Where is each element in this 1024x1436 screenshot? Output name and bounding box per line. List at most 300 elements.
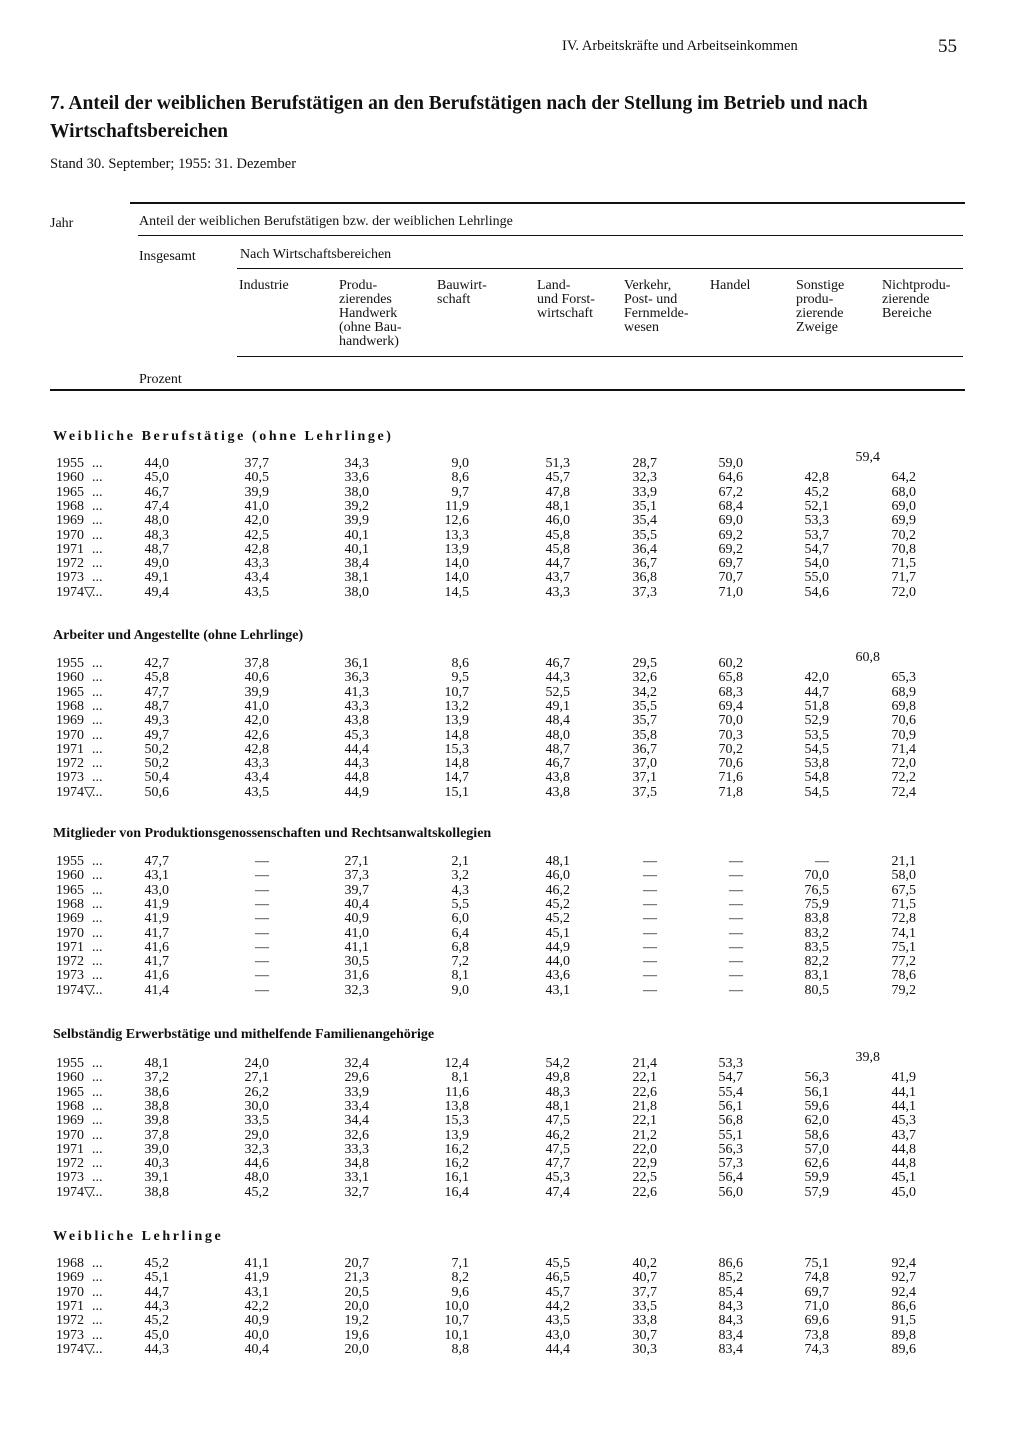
cell-nichtproduzierende: 45,3 (891, 1113, 916, 1129)
cell-handel: 54,7 (718, 1070, 743, 1086)
table-row (0, 927, 1024, 941)
row-leader-dots: ... (92, 1184, 103, 1200)
cell-insgesamt: 37,2 (144, 1070, 169, 1086)
cell-industrie: 43,3 (244, 756, 269, 772)
cell-industrie: — (255, 896, 269, 912)
table-row (0, 771, 1024, 785)
cell-handel: — (729, 854, 743, 869)
cell-nichtproduzierende: 71,5 (891, 556, 916, 572)
cell-verkehr: 36,4 (632, 541, 657, 557)
table-row (0, 1171, 1024, 1185)
cell-verkehr: 21,4 (632, 1056, 657, 1071)
cell-sonstige: 82,2 (804, 954, 829, 970)
cell-bauwirtschaft: 6,4 (451, 925, 469, 941)
row-leader-dots: ... (92, 484, 103, 500)
cell-industrie: 42,0 (244, 513, 269, 529)
cell-verkehr: 29,5 (632, 656, 657, 671)
cell-industrie: 42,0 (244, 713, 269, 729)
cell-verkehr: 37,1 (632, 770, 657, 786)
col-header-bauwirtschaft: Bauwirt- schaft (437, 278, 487, 307)
cell-verkehr: 37,7 (632, 1284, 657, 1300)
cell-bauwirtschaft: 15,3 (444, 1113, 469, 1129)
cell-handel: 70,2 (718, 741, 743, 757)
cell-sonstige: 54,8 (804, 770, 829, 786)
cell-handel: — (729, 896, 743, 912)
cell-handel: 70,7 (718, 570, 743, 586)
cell-insgesamt: 48,7 (144, 541, 169, 557)
cell-handwerk: 20,5 (344, 1284, 369, 1300)
cell-insgesamt: 38,6 (144, 1084, 169, 1100)
cell-verkehr: 37,5 (632, 784, 657, 800)
cell-insgesamt: 45,2 (144, 1313, 169, 1329)
table-row (0, 786, 1024, 800)
cell-bauwirtschaft: 3,2 (451, 868, 469, 884)
cell-industrie: 41,1 (244, 1256, 269, 1271)
cell-handel: — (729, 939, 743, 955)
row-year: 1969 (56, 1270, 84, 1286)
row-year: 1968 (56, 498, 84, 514)
cell-bauwirtschaft: 6,8 (451, 939, 469, 955)
table-row (0, 571, 1024, 585)
cell-bauwirtschaft: 14,7 (444, 770, 469, 786)
table-row (0, 686, 1024, 700)
cell-sonstige: 54,0 (804, 556, 829, 572)
cell-nichtproduzierende: 71,5 (891, 896, 916, 912)
cell-handwerk: 19,2 (344, 1313, 369, 1329)
row-year: 1955 (56, 854, 84, 869)
cell-insgesamt: 41,7 (144, 925, 169, 941)
cell-handwerk: 33,1 (344, 1170, 369, 1186)
cell-handwerk: 20,7 (344, 1256, 369, 1271)
cell-handwerk: 44,8 (344, 770, 369, 786)
cell-handel: — (729, 982, 743, 998)
cell-land-forst: 44,0 (545, 954, 570, 970)
cell-insgesamt: 37,8 (144, 1127, 169, 1143)
row-leader-dots: ... (92, 498, 103, 514)
cell-bauwirtschaft: 7,1 (451, 1256, 469, 1271)
cell-land-forst: 45,8 (545, 541, 570, 557)
cell-verkehr: 35,8 (632, 727, 657, 743)
table-row (0, 486, 1024, 500)
cell-industrie: 24,0 (244, 1056, 269, 1071)
cell-land-forst: 45,5 (545, 1256, 570, 1271)
cell-land-forst: 47,4 (545, 1184, 570, 1200)
cell-verkehr: 32,6 (632, 670, 657, 686)
cell-industrie: 42,8 (244, 741, 269, 757)
row-year: 1971 (56, 741, 84, 757)
cell-land-forst: 48,1 (545, 854, 570, 869)
header-rule-bottom (50, 389, 965, 391)
table-row (0, 912, 1024, 926)
cell-sonstige: 44,7 (804, 684, 829, 700)
cell-bauwirtschaft: 7,2 (451, 954, 469, 970)
page-number: 55 (938, 36, 957, 57)
cell-insgesamt: 43,1 (144, 868, 169, 884)
cell-industrie: 37,8 (244, 656, 269, 671)
cell-land-forst: 43,8 (545, 784, 570, 800)
cell-sonstige: 54,6 (804, 584, 829, 600)
row-leader-dots: ... (92, 1341, 103, 1357)
row-year: 1960 (56, 868, 84, 884)
table-row (0, 586, 1024, 600)
cell-handel: — (729, 925, 743, 941)
cell-insgesamt: 41,6 (144, 939, 169, 955)
row-leader-dots: ... (92, 1256, 103, 1271)
row-year: 1970 (56, 1284, 84, 1300)
cell-industrie: 48,0 (244, 1170, 269, 1186)
cell-handel: 83,4 (718, 1327, 743, 1343)
cell-industrie: 40,4 (244, 1341, 269, 1357)
cell-insgesamt: 47,4 (144, 498, 169, 514)
cell-insgesamt: 48,0 (144, 513, 169, 529)
cell-handwerk: 44,4 (344, 741, 369, 757)
cell-industrie: 43,5 (244, 584, 269, 600)
cell-sonstige: 56,1 (804, 1084, 829, 1100)
cell-handwerk: 27,1 (344, 854, 369, 869)
table-row (0, 1086, 1024, 1100)
row-leader-dots: ... (92, 854, 103, 869)
table-row (0, 714, 1024, 728)
cell-handel: 84,3 (718, 1298, 743, 1314)
cell-insgesamt: 50,4 (144, 770, 169, 786)
cell-industrie: 26,2 (244, 1084, 269, 1100)
cell-insgesamt: 47,7 (144, 854, 169, 869)
cell-verkehr: 36,8 (632, 570, 657, 586)
cell-insgesamt: 44,7 (144, 1284, 169, 1300)
cell-sonstige: 59,6 (804, 1098, 829, 1114)
cell-handel: 56,0 (718, 1184, 743, 1200)
cell-handel: 70,6 (718, 756, 743, 772)
cell-handwerk: 33,3 (344, 1141, 369, 1157)
table-title: 7. Anteil der weiblichen Berufstätigen an den Berufstätigen nach der Stellung im Betrieb und nach Wirtschaftsbereichen (50, 93, 868, 142)
cell-bauwirtschaft: 16,4 (444, 1184, 469, 1200)
cell-handel: 69,2 (718, 527, 743, 543)
row-year: 1960 (56, 470, 84, 486)
row-year: 1972 (56, 556, 84, 572)
cell-insgesamt: 47,7 (144, 684, 169, 700)
running-head: IV. Arbeitskräfte und Arbeitseinkommen (562, 38, 798, 54)
row-year: 1972 (56, 1313, 84, 1329)
cell-insgesamt: 45,2 (144, 1256, 169, 1271)
row-year: 1971 (56, 1298, 84, 1314)
cell-nichtproduzierende: 44,1 (891, 1084, 916, 1100)
cell-handel: — (729, 954, 743, 970)
cell-nichtproduzierende: 92,4 (891, 1284, 916, 1300)
cell-sonstige: 80,5 (804, 982, 829, 998)
table-row (0, 898, 1024, 912)
row-year: 1973 (56, 570, 84, 586)
table-row (0, 941, 1024, 955)
cell-handel: 71,8 (718, 784, 743, 800)
cell-industrie: — (255, 925, 269, 941)
cell-verkehr: 33,8 (632, 1313, 657, 1329)
cell-verkehr: 30,3 (632, 1341, 657, 1357)
row-year: 1974▽ (56, 584, 95, 600)
cell-bauwirtschaft: 10,0 (444, 1298, 469, 1314)
cell-handwerk: 32,4 (344, 1056, 369, 1071)
row-leader-dots: ... (92, 968, 103, 984)
cell-handwerk: 20,0 (344, 1298, 369, 1314)
table-row (0, 1129, 1024, 1143)
cell-nichtproduzierende: 58,0 (891, 868, 916, 884)
row-year: 1960 (56, 1070, 84, 1086)
section-title: Weibliche Lehrlinge (53, 1229, 224, 1244)
cell-verkehr: 22,0 (632, 1141, 657, 1157)
cell-verkehr: 22,9 (632, 1156, 657, 1172)
row-year: 1974▽ (56, 982, 95, 998)
cell-handel: 70,0 (718, 713, 743, 729)
cell-handel: 70,3 (718, 727, 743, 743)
cell-bauwirtschaft: 8,1 (451, 1070, 469, 1086)
cell-sonstige: 52,9 (804, 713, 829, 729)
table-row (0, 671, 1024, 685)
cell-land-forst: 46,2 (545, 882, 570, 898)
cell-nichtproduzierende: 71,7 (891, 570, 916, 586)
table-row (0, 1329, 1024, 1343)
section-title: Selbständig Erwerbstätige und mithelfende Familienangehörige (53, 1027, 435, 1042)
cell-land-forst: 45,2 (545, 896, 570, 912)
cell-bauwirtschaft: 13,9 (444, 541, 469, 557)
cell-bauwirtschaft: 14,0 (444, 570, 469, 586)
cell-handwerk: 29,6 (344, 1070, 369, 1086)
cell-handel: 69,2 (718, 541, 743, 557)
cell-industrie: 29,0 (244, 1127, 269, 1143)
header-jahr: Jahr (50, 216, 74, 231)
cell-insgesamt: 41,6 (144, 968, 169, 984)
cell-land-forst: 48,3 (545, 1084, 570, 1100)
cell-bauwirtschaft: 13,2 (444, 698, 469, 714)
cell-bauwirtschaft: 9,5 (451, 670, 469, 686)
cell-bauwirtschaft: 12,4 (444, 1056, 469, 1071)
row-leader-dots: ... (92, 1084, 103, 1100)
cell-nichtproduzierende: 72,4 (891, 784, 916, 800)
cell-nichtproduzierende: 59,4 (855, 450, 880, 465)
cell-sonstige: 54,7 (804, 541, 829, 557)
row-leader-dots: ... (92, 925, 103, 941)
cell-nichtproduzierende: 65,3 (891, 670, 916, 686)
cell-handel: 56,3 (718, 1141, 743, 1157)
cell-land-forst: 45,3 (545, 1170, 570, 1186)
cell-sonstige: 54,5 (804, 784, 829, 800)
cell-handel: 53,3 (718, 1056, 743, 1071)
cell-handel: 86,6 (718, 1256, 743, 1271)
table-row (0, 1050, 1024, 1071)
cell-handel: 56,4 (718, 1170, 743, 1186)
cell-land-forst: 45,7 (545, 1284, 570, 1300)
cell-industrie: 42,8 (244, 541, 269, 557)
cell-land-forst: 44,4 (545, 1341, 570, 1357)
cell-handwerk: 37,3 (344, 868, 369, 884)
cell-sonstige: 53,3 (804, 513, 829, 529)
col-header-sonstige: Sonstige produ- zierende Zweige (796, 278, 845, 335)
cell-land-forst: 44,3 (545, 670, 570, 686)
cell-bauwirtschaft: 16,1 (444, 1170, 469, 1186)
cell-nichtproduzierende: 89,6 (891, 1341, 916, 1357)
row-year: 1965 (56, 882, 84, 898)
row-year: 1973 (56, 1170, 84, 1186)
cell-land-forst: 46,7 (545, 656, 570, 671)
cell-verkehr: 30,7 (632, 1327, 657, 1343)
header-rule-top (130, 202, 965, 204)
cell-land-forst: 48,1 (545, 1098, 570, 1114)
cell-handwerk: 41,1 (344, 939, 369, 955)
cell-verkehr: 22,6 (632, 1184, 657, 1200)
cell-bauwirtschaft: 8,6 (451, 656, 469, 671)
cell-nichtproduzierende: 69,0 (891, 498, 916, 514)
cell-verkehr: 37,3 (632, 584, 657, 600)
cell-verkehr: 40,2 (632, 1256, 657, 1271)
cell-sonstige: 83,1 (804, 968, 829, 984)
cell-insgesamt: 50,2 (144, 756, 169, 772)
row-leader-dots: ... (92, 982, 103, 998)
cell-insgesamt: 49,0 (144, 556, 169, 572)
cell-land-forst: 46,5 (545, 1270, 570, 1286)
cell-handwerk: 31,6 (344, 968, 369, 984)
cell-insgesamt: 41,4 (144, 982, 169, 998)
cell-handel: 60,2 (718, 656, 743, 671)
cell-land-forst: 47,5 (545, 1113, 570, 1129)
row-leader-dots: ... (92, 470, 103, 486)
cell-nichtproduzierende: 75,1 (891, 939, 916, 955)
col-header-handwerk: Produ- zierendes Handwerk (ohne Bau- handwerk) (339, 278, 402, 349)
cell-handel: — (729, 868, 743, 884)
cell-land-forst: 46,2 (545, 1127, 570, 1143)
cell-insgesamt: 44,0 (144, 456, 169, 471)
cell-industrie: — (255, 968, 269, 984)
table-row (0, 969, 1024, 983)
cell-insgesamt: 39,0 (144, 1141, 169, 1157)
cell-land-forst: 45,7 (545, 470, 570, 486)
cell-sonstige: 54,5 (804, 741, 829, 757)
table-row (0, 869, 1024, 883)
cell-bauwirtschaft: 12,6 (444, 513, 469, 529)
row-year: 1973 (56, 1327, 84, 1343)
cell-handwerk: 40,4 (344, 896, 369, 912)
cell-industrie: 37,7 (244, 456, 269, 471)
cell-insgesamt: 45,8 (144, 670, 169, 686)
row-leader-dots: ... (92, 684, 103, 700)
row-leader-dots: ... (92, 541, 103, 557)
cell-handwerk: 19,6 (344, 1327, 369, 1343)
cell-sonstige: 45,2 (804, 484, 829, 500)
cell-handel: 85,4 (718, 1284, 743, 1300)
cell-verkehr: 35,4 (632, 513, 657, 529)
table-row (0, 984, 1024, 998)
cell-nichtproduzierende: 44,8 (891, 1141, 916, 1157)
row-year: 1955 (56, 656, 84, 671)
cell-insgesamt: 46,7 (144, 484, 169, 500)
cell-bauwirtschaft: 16,2 (444, 1156, 469, 1172)
cell-handwerk: 39,7 (344, 882, 369, 898)
cell-verkehr: — (643, 982, 657, 998)
row-year: 1974▽ (56, 1341, 95, 1357)
cell-sonstige: 56,3 (804, 1070, 829, 1086)
header-rule-3 (237, 268, 963, 269)
cell-sonstige: 69,7 (804, 1284, 829, 1300)
cell-nichtproduzierende: 70,6 (891, 713, 916, 729)
cell-handel: 65,8 (718, 670, 743, 686)
row-year: 1970 (56, 925, 84, 941)
cell-handwerk: 32,7 (344, 1184, 369, 1200)
header-rule-4 (237, 356, 963, 357)
cell-land-forst: 48,7 (545, 741, 570, 757)
cell-nichtproduzierende: 72,0 (891, 756, 916, 772)
cell-handwerk: 39,9 (344, 513, 369, 529)
cell-verkehr: — (643, 911, 657, 927)
row-leader-dots: ... (92, 713, 103, 729)
cell-insgesamt: 42,7 (144, 656, 169, 671)
row-year: 1971 (56, 939, 84, 955)
row-year: 1969 (56, 911, 84, 927)
cell-verkehr: — (643, 868, 657, 884)
cell-nichtproduzierende: 72,2 (891, 770, 916, 786)
cell-insgesamt: 50,2 (144, 741, 169, 757)
cell-handel: 67,2 (718, 484, 743, 500)
row-leader-dots: ... (92, 882, 103, 898)
cell-handel: 59,0 (718, 456, 743, 471)
row-leader-dots: ... (92, 670, 103, 686)
row-leader-dots: ... (92, 1098, 103, 1114)
cell-industrie: — (255, 854, 269, 869)
cell-land-forst: 44,2 (545, 1298, 570, 1314)
row-leader-dots: ... (92, 1284, 103, 1300)
cell-handel: 56,8 (718, 1113, 743, 1129)
cell-insgesamt: 50,6 (144, 784, 169, 800)
cell-bauwirtschaft: 9,0 (451, 982, 469, 998)
table-row (0, 450, 1024, 471)
cell-sonstige: 62,0 (804, 1113, 829, 1129)
cell-industrie: — (255, 954, 269, 970)
header-rule-2 (138, 235, 963, 236)
row-leader-dots: ... (92, 868, 103, 884)
table-row (0, 729, 1024, 743)
cell-sonstige: 73,8 (804, 1327, 829, 1343)
row-leader-dots: ... (92, 1141, 103, 1157)
cell-nichtproduzierende: 71,4 (891, 741, 916, 757)
cell-land-forst: 48,0 (545, 727, 570, 743)
cell-industrie: 43,4 (244, 770, 269, 786)
col-header-handel: Handel (710, 278, 751, 293)
cell-bauwirtschaft: 13,9 (444, 1127, 469, 1143)
cell-land-forst: 43,3 (545, 584, 570, 600)
row-leader-dots: ... (92, 1156, 103, 1172)
cell-handwerk: 34,3 (344, 456, 369, 471)
cell-land-forst: 45,2 (545, 911, 570, 927)
table-row (0, 1100, 1024, 1114)
cell-nichtproduzierende: 70,8 (891, 541, 916, 557)
row-year: 1965 (56, 1084, 84, 1100)
cell-nichtproduzierende: 64,2 (891, 470, 916, 486)
cell-verkehr: 22,6 (632, 1084, 657, 1100)
cell-sonstige: 51,8 (804, 698, 829, 714)
table-row (0, 1271, 1024, 1285)
table-row (0, 700, 1024, 714)
table-row (0, 757, 1024, 771)
cell-bauwirtschaft: 10,7 (444, 1313, 469, 1329)
table-row (0, 1343, 1024, 1357)
cell-nichtproduzierende: 44,1 (891, 1098, 916, 1114)
cell-sonstige: 42,8 (804, 470, 829, 486)
cell-bauwirtschaft: 14,8 (444, 756, 469, 772)
table-row (0, 1300, 1024, 1314)
row-leader-dots: ... (92, 513, 103, 529)
row-year: 1955 (56, 1056, 84, 1071)
cell-handwerk: 40,1 (344, 541, 369, 557)
cell-handel: 84,3 (718, 1313, 743, 1329)
row-year: 1970 (56, 1127, 84, 1143)
row-leader-dots: ... (92, 784, 103, 800)
row-leader-dots: ... (92, 1327, 103, 1343)
